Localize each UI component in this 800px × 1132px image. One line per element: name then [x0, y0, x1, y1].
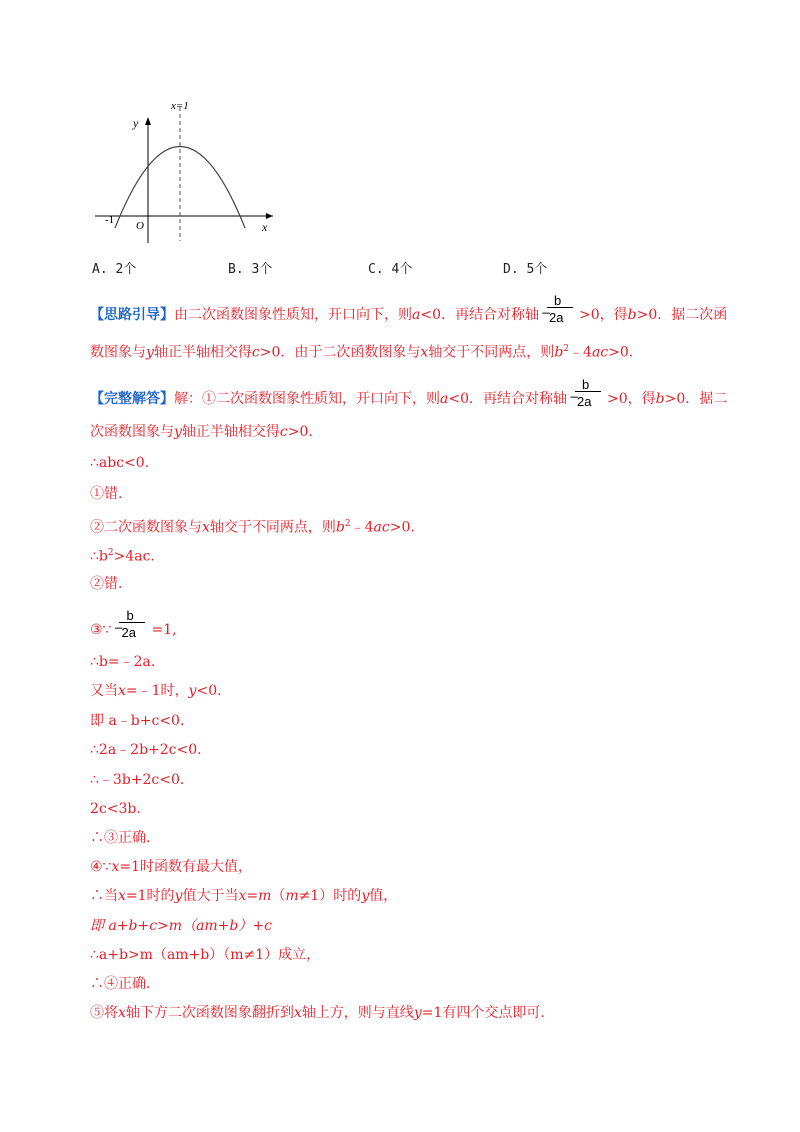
- var: y: [361, 888, 370, 904]
- text: 值，: [369, 888, 398, 904]
- solution-line-8: [90, 608, 177, 640]
- text: 由二次函数图象性质知，开口向下，则: [174, 307, 412, 323]
- text: ≠1）时的: [298, 888, 362, 904]
- option-a: A. 2个: [92, 262, 137, 277]
- text: 轴正半轴相交得: [153, 344, 252, 361]
- exponent: 2: [107, 548, 114, 558]
- solution-line-6: [90, 543, 155, 567]
- text: 数图象与: [90, 344, 146, 361]
- solution-line-19: ∴a+b>m（am+b）（m≠1）成立，: [90, 947, 321, 963]
- solution-line-17: [90, 886, 397, 906]
- text: 又当: [90, 683, 118, 699]
- text: <0．再结合对称轴: [420, 307, 539, 323]
- hint-line-1: [90, 293, 728, 325]
- fraction-neg-b-over-2a: − b 2a: [569, 389, 605, 409]
- var: x: [202, 519, 210, 536]
- text: ②二次函数图象与: [90, 519, 202, 536]
- solution-line-16: [90, 857, 252, 877]
- text: =﹣1时，: [125, 683, 189, 699]
- text: =1时的: [125, 888, 175, 904]
- solution-tag: 【完整解答】: [90, 391, 174, 407]
- var: y: [174, 888, 183, 904]
- text: 解：①二次函数图象性质知，开口向下，则: [174, 391, 440, 407]
- exponent: 2: [563, 344, 570, 354]
- text: 次函数图象与: [90, 424, 174, 440]
- solution-line-1: [90, 377, 728, 409]
- var: x: [293, 1005, 302, 1021]
- var: m: [285, 888, 299, 904]
- text: >0．据二: [664, 391, 728, 407]
- text: ∴当: [90, 888, 118, 904]
- text: ∴b: [90, 548, 108, 565]
- var: m: [258, 888, 272, 904]
- solution-line-9: ∴b=﹣2a.: [90, 654, 156, 670]
- option-d: D. 5个: [503, 262, 548, 277]
- var: x: [118, 1005, 126, 1021]
- solution-line-10: [90, 681, 222, 701]
- var: c: [279, 424, 288, 440]
- text: <0．再结合对称轴: [448, 391, 567, 407]
- text: 值大于当: [182, 888, 239, 904]
- exponent: 2: [344, 519, 351, 529]
- var: b: [627, 307, 637, 323]
- solution-line-13: ∴﹣3b+2c<0.: [90, 772, 185, 788]
- var: x: [238, 888, 247, 904]
- text: 轴下方二次函数图象翻折到: [125, 1005, 294, 1021]
- var: x: [118, 683, 126, 699]
- fraction-neg-b-over-2a: − b 2a: [113, 620, 149, 640]
- solution-line-11: 即 a﹣b+c<0.: [90, 713, 185, 729]
- text: =1时函数有最大值，: [119, 859, 253, 875]
- solution-line-5: [90, 514, 415, 538]
- text: >0．据二次函: [636, 307, 728, 323]
- var: y: [174, 424, 182, 440]
- var: y: [413, 1005, 422, 1021]
- var: a: [412, 307, 421, 323]
- text: （: [271, 888, 286, 904]
- solution-line-21: [90, 1003, 545, 1023]
- y-axis-label: y: [133, 116, 139, 130]
- text: ⑤将: [90, 1005, 118, 1021]
- var: b: [655, 391, 665, 407]
- text: =1,: [151, 622, 177, 638]
- text: ﹣4: [350, 519, 374, 536]
- option-c: C. 4个: [368, 262, 413, 277]
- text: 轴上方，则与直线: [301, 1005, 414, 1021]
- var: y: [188, 683, 197, 699]
- hint-line-2: [90, 339, 633, 363]
- text: 轴交于不同两点，则: [209, 519, 336, 536]
- text: >0.: [287, 424, 313, 440]
- x-axis-label: x: [262, 220, 268, 234]
- text: >0．由于二次函数图象与: [259, 344, 421, 361]
- solution-line-15: ∴③正确.: [90, 830, 151, 846]
- var: a: [440, 391, 449, 407]
- solution-line-2: [90, 422, 313, 442]
- text: >4ac.: [113, 548, 155, 565]
- var: x: [420, 344, 429, 361]
- var: ac: [373, 519, 390, 536]
- option-b: B. 3个: [228, 262, 273, 277]
- solution-line-18: 即 a+b+c>m（am+b）+c: [90, 918, 272, 934]
- text: =1有四个交点即可.: [421, 1005, 545, 1021]
- y-axis-arrow: [145, 117, 151, 125]
- solution-line-3: ∴abc<0.: [90, 455, 150, 471]
- var: y: [146, 344, 154, 361]
- solution-line-4: ①错.: [90, 486, 123, 502]
- text: =: [246, 888, 259, 904]
- solution-line-7: ②错.: [90, 576, 123, 592]
- text: >0，得: [579, 307, 628, 323]
- text: ③∵: [90, 622, 112, 638]
- text: >0，得: [607, 391, 656, 407]
- var: b: [554, 344, 564, 361]
- text: 轴交于不同两点，则: [428, 344, 555, 361]
- x-axis-arrow: [266, 213, 273, 219]
- solution-line-12: ∴2a﹣2b+2c<0.: [90, 742, 202, 758]
- text: >0.: [389, 519, 415, 536]
- var: x: [111, 859, 120, 875]
- var: x: [118, 888, 126, 904]
- solution-line-20: ∴④正确.: [90, 976, 151, 992]
- origin-label: O: [136, 220, 144, 232]
- text: ﹣4: [569, 344, 592, 361]
- solution-line-14: 2c<3b.: [90, 801, 141, 817]
- neg-one-label: -1: [105, 214, 115, 226]
- text: >0.: [608, 344, 634, 361]
- fraction-neg-b-over-2a: − b 2a: [541, 305, 577, 325]
- text: ④∵: [90, 859, 112, 875]
- text: 轴正半轴相交得: [181, 424, 280, 440]
- parabola-graph: [95, 95, 285, 245]
- var: c: [251, 344, 260, 361]
- symmetry-label: x=1: [171, 100, 189, 112]
- text: <0.: [196, 683, 222, 699]
- hint-tag: 【思路引导】: [90, 307, 174, 323]
- var: ac: [591, 344, 609, 361]
- var: b: [335, 519, 345, 536]
